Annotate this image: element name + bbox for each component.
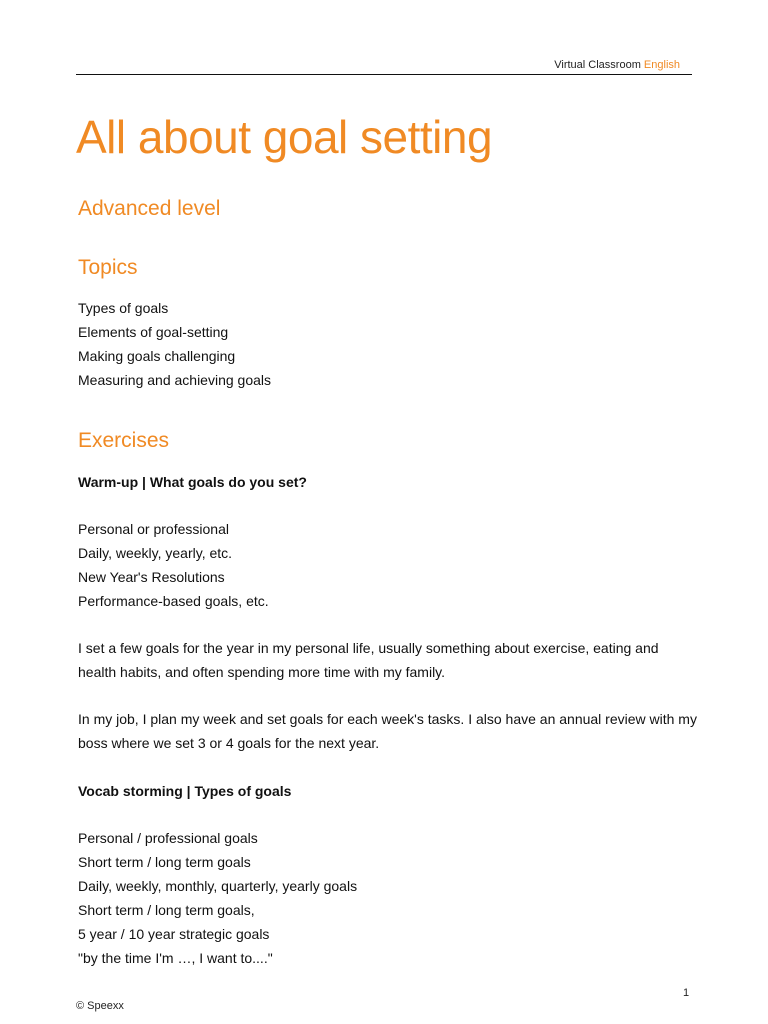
warmup-item: Performance-based goals, etc. [78,593,269,609]
warmup-item: New Year's Resolutions [78,569,225,585]
page-title: All about goal setting [76,111,493,163]
warmup-paragraph-personal: I set a few goals for the year in my personal life, usually something about exercise, eating and health habits, and often spending more time with my family. [78,640,659,680]
level-subtitle: Advanced level [78,197,221,220]
header-brand [554,59,680,71]
exercises-heading: Exercises [78,429,170,452]
warmup-paragraph-job: In my job, I plan my week and set goals for each week's tasks. I also have an annual review with my boss where we set 3 or 4 goals for the next year. [78,711,697,751]
header-brand-prefix: Virtual Classroom [554,59,641,71]
topic-item: Making goals challenging [78,348,236,364]
vocab-heading: Vocab storming | Types of goals [78,783,292,799]
warmup-list [78,517,698,613]
vocab-item: Personal / professional goals [78,830,258,846]
warmup-item: Personal or professional [78,521,229,537]
topics-heading: Topics [78,256,138,279]
vocab-list [78,826,698,970]
header-brand-suffix: English [643,59,680,71]
topic-item: Elements of goal-setting [78,324,229,340]
topics-list [78,296,698,392]
header-divider [76,74,692,75]
warmup-heading: Warm-up | What goals do you set? [78,474,307,490]
page-number: 1 [683,987,690,999]
copyright-notice: © Speexx [76,1000,124,1012]
topic-item: Measuring and achieving goals [78,372,272,388]
vocab-item: "by the time I'm …, I want to...." [78,950,273,966]
vocab-item: Short term / long term goals, [78,902,255,918]
vocab-item: 5 year / 10 year strategic goals [78,926,270,942]
warmup-item: Daily, weekly, yearly, etc. [78,545,233,561]
vocab-item: Daily, weekly, monthly, quarterly, yearly goals [78,878,358,894]
topic-item: Types of goals [78,300,169,316]
vocab-item: Short term / long term goals [78,854,251,870]
